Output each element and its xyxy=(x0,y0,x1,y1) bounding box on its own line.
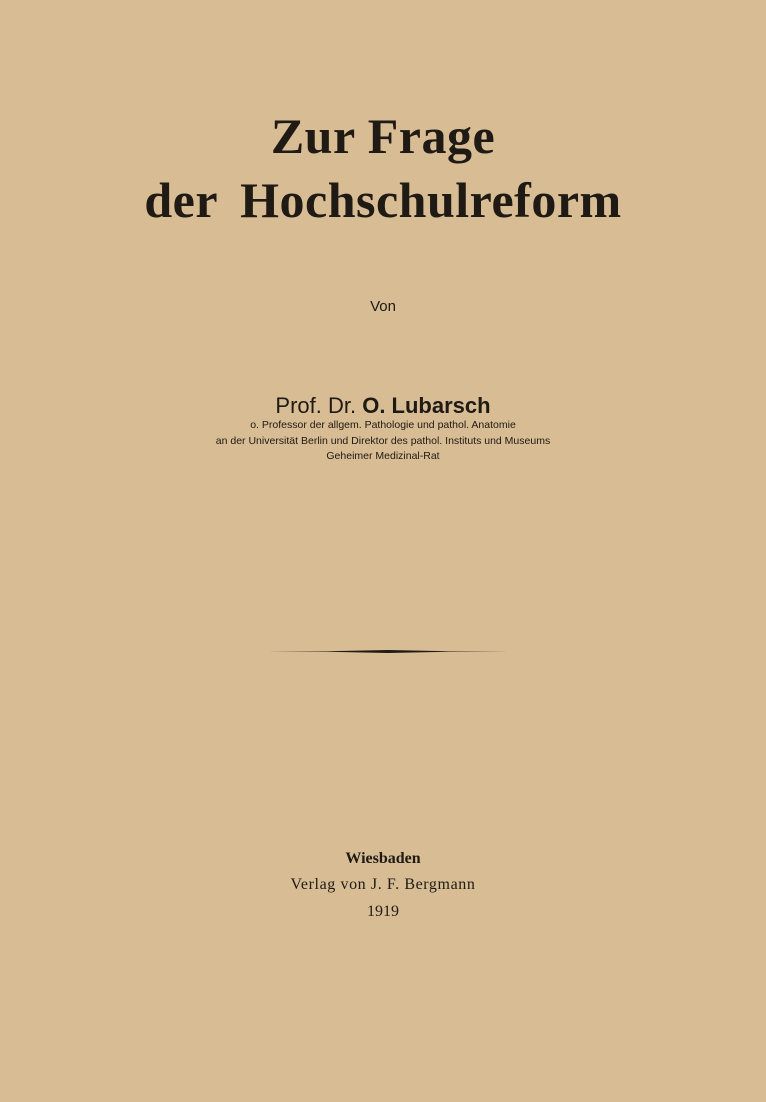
imprint-place: Wiesbaden xyxy=(345,850,421,867)
title-line-2: der Hochschulreform xyxy=(144,172,622,228)
author-line xyxy=(0,395,766,417)
author-prefix: Prof. Dr. xyxy=(275,393,357,418)
title-line-1: Zur Frage xyxy=(270,108,496,164)
imprint-publisher: Verlag von J. F. Bergmann xyxy=(290,876,476,893)
imprint-year: 1919 xyxy=(367,903,399,920)
author-name: O. Lubarsch xyxy=(362,393,491,418)
author-credential-1: o. Professor der allgem. Pathologie und pathol. Anatomie xyxy=(250,419,516,431)
byline-von: Von xyxy=(370,298,396,315)
ornamental-rule xyxy=(267,650,509,653)
author-credential-2: an der Universität Berlin und Direktor des pathol. Instituts und Museums xyxy=(215,435,551,447)
author-credential-3: Geheimer Medizinal-Rat xyxy=(326,450,440,462)
